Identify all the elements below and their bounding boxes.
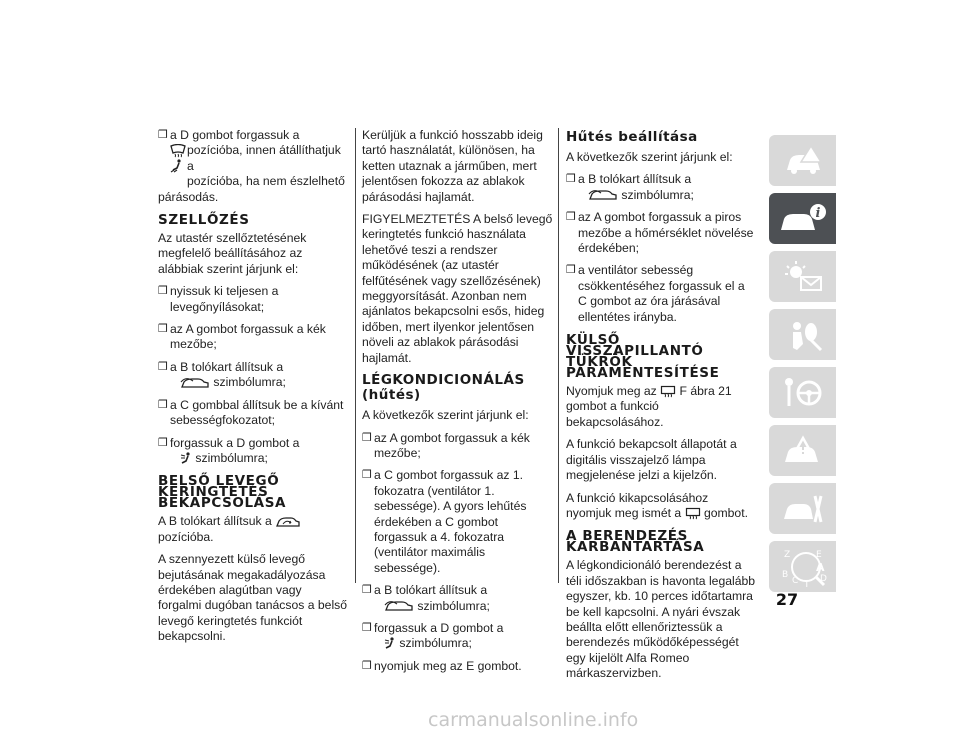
bullet-vent-4: ❒ a C gombbal állítsuk be a kívánt sebességfokozatot; xyxy=(158,397,344,428)
rear-defrost-icon xyxy=(685,507,701,520)
chapter-tab-emergency[interactable] xyxy=(769,425,836,476)
car-tools-icon xyxy=(781,492,825,526)
face-vent-icon xyxy=(180,452,192,466)
bullet-vent-2: ❒ az A gombot forgassuk a kék mezőbe; xyxy=(158,322,326,352)
bullet-vent-5: ❒ forgassuk a D gombot a szimbólumra; xyxy=(158,435,300,465)
index-letter: B xyxy=(781,569,788,580)
column-divider-2 xyxy=(558,128,559,583)
watermark: carmanualsonline.info xyxy=(428,709,639,731)
column-3: Hűtés beállítása A következők szerint járjunk el: ❒ a B tolókart állítsuk a szimbólumra; ❒ az A gombot forgassuk a piros mezőbe a hőmérséklet növelése érdekében; ❒ a ventilátor sebesség csökkentéséhez forgassuk el a C gombot az óra járásával ellentétes irányba. KÜLSŐ VISSZAPILLANTÓ TÜKRÖK PÁRAMENTESÍTÉSE Nyomjuk meg az F ábra 21 gombot a funkció bekapcsolásához. A funkció bekapcsolt állapotát a digitális visszajelző lámpa megjelenése jelzi a kijelzőn. A funkció kikapcsolásához nyomjuk meg ismét a gombot. A BERENDEZÉS KARBANTARTÁSA A légkondicionáló berendezést a téli időszakban is havonta legalább egyszer, kb. 10 perces időtartamra be kell kapcsolni. A nyári évszak beállta előtt ellenőriztessük a berendezés működőképességét egy kijelölt Alfa Romeo márkaszervizben. xyxy=(566,129,756,681)
recirc-paragraph-1: A B tolókart állítsuk a pozícióba. xyxy=(158,514,348,545)
chapter-tab-index[interactable] xyxy=(769,541,836,592)
index-letters-icon xyxy=(778,545,828,589)
recirculation-car-icon xyxy=(275,516,301,528)
bullet-ac-3: ❒ a B tolókart állítsuk a szimbólumra; xyxy=(362,583,490,613)
windshield-defrost-icon xyxy=(170,144,186,158)
column-2: Kerüljük a funkció hosszabb ideig tartó használatát, különösen, ha ketten utaznak a járműben, mert jelentősen fokozza az ablakok párásodási hajlamát. FIGYELMEZTETÉS A belső levegő keringtetés funkció használata lehetővé teszi a rendszer működésének (az utastér felfűtésének vagy szellőzésének) meggyorsítását. Azonban nem ajánlatos bekapcsolni esős, hideg időben, mert ilyenkor jelentősen növeli az ablakok párásodási hajlamát. LÉGKONDICIONÁLÁS (hűtés) A következők szerint járjunk el: ❒ az A gombot forgassuk a kék mezőbe; ❒ a C gombot forgassuk az 1. fokozatra (ventilátor 1. sebessége). A gyors lehűtés érdekében a C gombot forgassuk a 4. fokozatra (ventilátor maximális sebessége). ❒ a B tolókart állítsuk a szimbólumra; ❒ forgassuk a D gombot a szimbólumra; ❒ nyomjuk meg az E gombot. xyxy=(362,128,553,673)
chapter-sidebar xyxy=(769,135,836,592)
chapter-tab-warning-lights[interactable] xyxy=(769,251,836,302)
bullet-d-knob: ❒ a D gombot forgassuk a xyxy=(158,128,300,142)
outside-air-car-icon xyxy=(384,600,414,613)
bullet-cool-3: ❒ a ventilátor sebesség csökkentéséhez forgassuk el a C gombot az óra járásával ellentétes irányba. xyxy=(566,263,745,324)
car-warning-icon xyxy=(781,144,825,178)
bullet-ac-1: ❒ az A gombot forgassuk a kék mezőbe; xyxy=(362,430,530,460)
feet-windshield-icon xyxy=(170,159,184,173)
bullet-vent-3: ❒ a B tolókart állítsuk a szimbólumra; xyxy=(158,359,286,390)
svg-text:i: i xyxy=(815,205,820,221)
column-1: ❒ a D gombot forgassuk a pozícióba, innen átállíthatjuk a pozícióba, ha nem észlelhető párásodás. SZELLŐZÉS Az utastér szellőztetésének megfelelő beállításához az alábbiak szerint járjunk el: ❒ nyissuk ki teljesen a levegőnyílásokat; ❒ az A gombot forgassuk a kék mezőbe; ❒ a B tolókart állítsuk a szimbólumra; ❒ a C gombbal állítsuk be a kívánt sebességfokozatot; ❒ forgassuk a D gombot a szimbólumra; BELSŐ LEVEGŐ KERINGTETÉS BEKAPCSOLÁSA A B tolókart állítsuk a pozícióba. A szennyezett külső levegő bejutásának megakadályozása érdekében alagútban vagy forgalmi dugóban tanácsos a belső levegő keringtetés funkciót bekapcsolni. xyxy=(158,128,348,644)
bullet-cool-1: ❒ a B tolókart állítsuk a szimbólumra; xyxy=(566,172,694,202)
outside-air-car-icon xyxy=(180,377,210,390)
chapter-tab-maintenance[interactable] xyxy=(769,483,836,534)
car-info-icon xyxy=(778,202,828,236)
index-letter: A xyxy=(815,560,825,574)
index-letter: D xyxy=(819,573,827,584)
section-title-air-conditioning: LÉGKONDICIONÁLÁS (hűtés) xyxy=(362,372,525,404)
face-vent-icon xyxy=(384,637,396,651)
bullet-ac-4: ❒ forgassuk a D gombot a szimbólumra; xyxy=(362,620,504,651)
index-letter: C xyxy=(791,575,798,586)
page-number: 27 xyxy=(775,590,799,609)
road-warning-icon xyxy=(781,434,825,468)
rear-defrost-icon xyxy=(660,385,676,398)
defrost-lines: pozícióba, innen átállíthatjuk a pozícióba, ha nem észlelhető párásodás. xyxy=(158,143,345,204)
bullet-cool-2: ❒ az A gombot forgassuk a piros mezőbe a hőmérséklet növelése érdekében; xyxy=(566,210,754,256)
section-title-recirculation: BELSŐ LEVEGŐ KERINGTETÉS BEKAPCSOLÁSA xyxy=(158,473,287,512)
mirror-paragraph-1: Nyomjuk meg az F ábra 21 gombot a funkció bekapcsolásához. xyxy=(566,384,732,429)
chapter-tab-starting-driving[interactable] xyxy=(769,367,836,418)
light-envelope-icon xyxy=(781,260,825,294)
bullet-marker: ❒ xyxy=(158,129,168,141)
mirror-paragraph-3: A funkció kikapcsolásához nyomjuk meg ismét a gombot. xyxy=(566,490,748,520)
index-letter: Z xyxy=(783,549,790,560)
bullet-vent-1: ❒ nyissuk ki teljesen a levegőnyílásokat; xyxy=(158,284,279,314)
section-title-cooling-setup: Hűtés beállítása xyxy=(566,129,698,145)
index-letter: E xyxy=(815,549,822,560)
section-title-ventilation: SZELLŐZÉS xyxy=(158,212,250,229)
chapter-tab-safety[interactable] xyxy=(769,309,836,360)
index-letter: T xyxy=(803,579,809,589)
section-title-maintenance: A BERENDEZÉS KARBANTARTÁSA xyxy=(566,528,705,556)
airbag-person-icon xyxy=(781,318,825,352)
bullet-ac-5: ❒ nyomjuk meg az E gombot. xyxy=(362,658,522,673)
column-divider-1 xyxy=(355,128,356,583)
section-title-mirror-defrost: KÜLSŐ VISSZAPILLANTÓ TÜKRÖK PÁRAMENTESÍTÉSE xyxy=(566,332,720,382)
chapter-tab-knowing-car[interactable] xyxy=(769,193,836,244)
chapter-tab-dashboard[interactable] xyxy=(769,135,836,186)
bullet-ac-2: ❒ a C gombot forgassuk az 1. fokozatra (ventilátor 1. sebessége). A gyors lehűtés érdekében a C gombot forgassuk a 4. fokozatra (ventilátor maximális sebessége). xyxy=(362,468,527,575)
gearshift-steering-icon xyxy=(781,376,825,410)
outside-air-car-icon xyxy=(588,189,618,202)
